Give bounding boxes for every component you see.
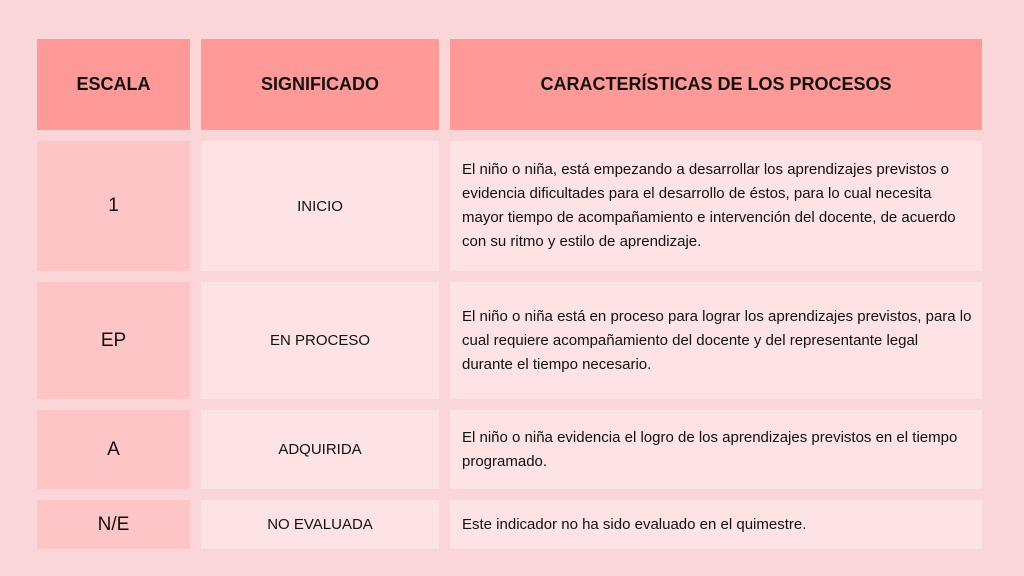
row-2-description — [450, 282, 982, 399]
header-characteristics: CARACTERÍSTICAS DE LOS PROCESOS — [450, 39, 982, 130]
row-3-meaning: ADQUIRIDA — [201, 410, 439, 489]
row-2-description-text: El niño o niña está en proceso para lograr los aprendizajes previstos, para lo cual requiere acompañamiento del docente y del representante legal durante el tiempo necesario. — [462, 307, 972, 373]
row-1-meaning: INICIO — [201, 141, 439, 271]
row-4-description-text: Este indicador no ha sido evaluado en el quimestre. — [462, 515, 807, 533]
row-3-description-text: El niño o niña evidencia el logro de los aprendizajes previstos en el tiempo programado. — [462, 428, 958, 470]
row-1-description-text: El niño o niña, está empezando a desarrollar los aprendizajes previstos o evidencia dificultades para el desarrollo de éstos, para lo cual necesita mayor tiempo de acompañamiento e intervención del docente, de acuerdo con su ritmo y estilo de aprendizaje. — [462, 161, 956, 250]
row-2-scale: EP — [37, 282, 190, 399]
header-meaning: SIGNIFICADO — [201, 39, 439, 130]
row-3-description — [450, 410, 982, 489]
row-4-description — [450, 500, 982, 549]
row-2-meaning: EN PROCESO — [201, 282, 439, 399]
row-1-description — [450, 141, 982, 271]
row-4-scale: N/E — [37, 500, 190, 549]
row-4-meaning: NO EVALUADA — [201, 500, 439, 549]
row-3-scale: A — [37, 410, 190, 489]
row-1-scale: 1 — [37, 141, 190, 271]
header-scale: ESCALA — [37, 39, 190, 130]
